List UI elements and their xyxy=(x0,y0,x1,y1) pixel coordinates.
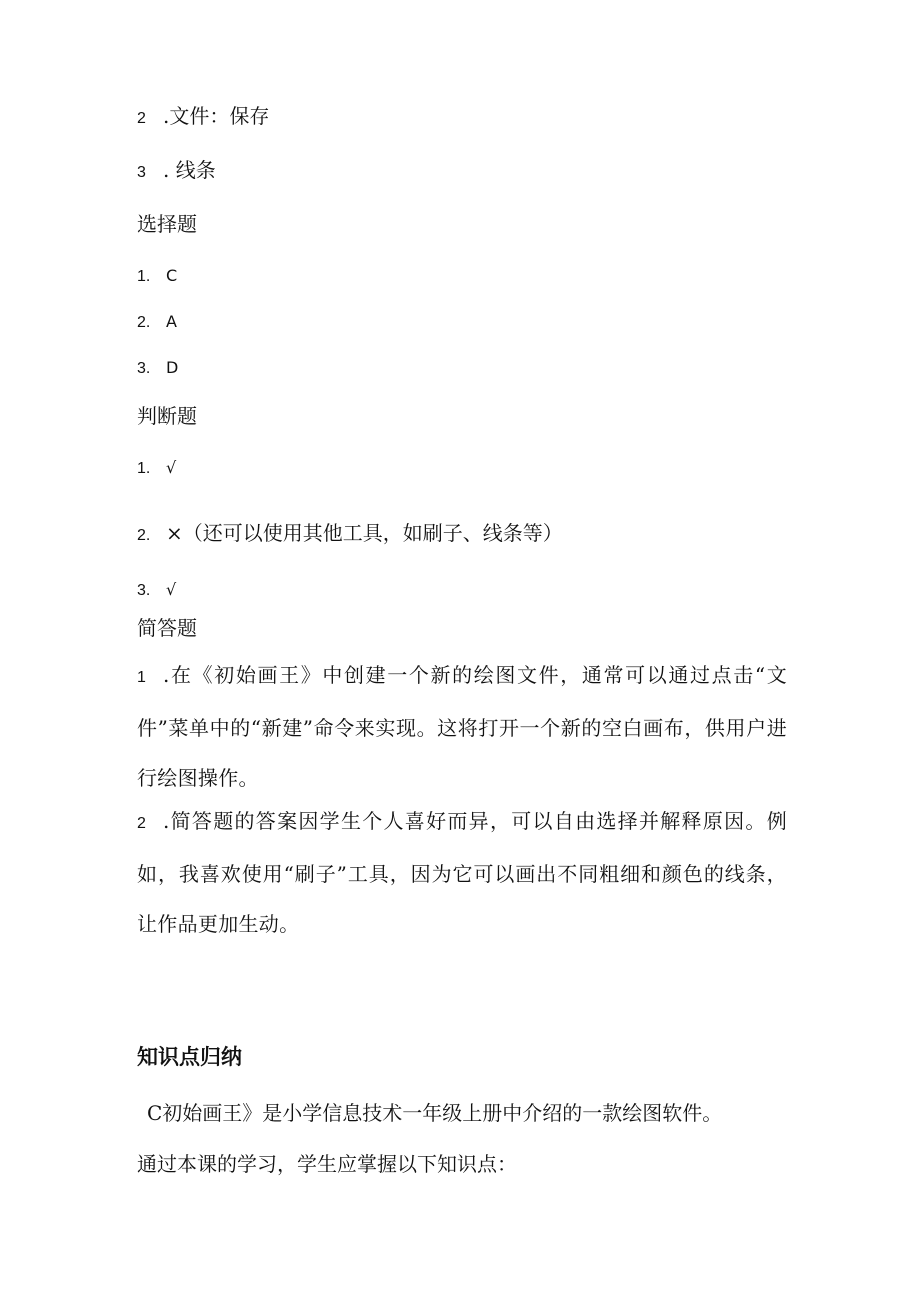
knowledge-line-2: 通过本课的学习，学生应掌握以下知识点： xyxy=(137,1152,517,1176)
item-number: 2 xyxy=(137,110,146,127)
answer-number: 3. xyxy=(137,582,151,599)
item-text: . 线条 xyxy=(163,158,216,182)
answer-value: C xyxy=(166,266,178,285)
answer-value: √ xyxy=(166,580,177,599)
choice-answer-2 xyxy=(137,308,177,335)
answer-number: 1. xyxy=(137,460,151,477)
knowledge-heading: 知识点归纳 xyxy=(137,1045,242,1069)
judge-heading: 判断题 xyxy=(137,404,197,428)
short-answer-2 xyxy=(137,796,787,949)
answer-text: .在《初始画王》中创建一个新的绘图文件，通常可以通过点击“文件”菜单中的“新建”命令来实现。这将打开一个新的空白画布，供用户进行绘图操作。 xyxy=(137,663,787,790)
answer-number: 2. xyxy=(137,527,151,544)
short-answer-1 xyxy=(137,650,787,803)
fill-in-item-3 xyxy=(137,158,216,185)
knowledge-line-1: C初始画王》是小学信息技术一年级上册中介绍的一款绘图软件。 xyxy=(147,1101,723,1125)
answer-value: √ xyxy=(166,458,177,477)
answer-value: ×（还可以使用其他工具，如刷子、线条等） xyxy=(166,521,563,545)
judge-answer-3 xyxy=(137,576,176,603)
judge-answer-2 xyxy=(137,521,563,548)
answer-value: A xyxy=(166,312,177,331)
answer-number: 1 xyxy=(137,669,147,686)
answer-number: 2 xyxy=(137,815,147,832)
item-number: 3 xyxy=(137,164,146,181)
answer-number: 3. xyxy=(137,360,151,377)
answer-number: 2. xyxy=(137,314,151,331)
item-text: .文件：保存 xyxy=(163,104,270,128)
answer-text: .简答题的答案因学生个人喜好而异，可以自由选择并解释原因。例如，我喜欢使用“刷子”工具，因为它可以画出不同粗细和颜色的线条，让作品更加生动。 xyxy=(137,809,787,936)
short-answer-heading: 简答题 xyxy=(137,616,197,640)
fill-in-item-2 xyxy=(137,104,269,131)
answer-value: D xyxy=(166,358,179,377)
choice-heading: 选择题 xyxy=(137,212,197,236)
judge-answer-1 xyxy=(137,454,176,481)
answer-number: 1. xyxy=(137,268,151,285)
choice-answer-3 xyxy=(137,354,178,381)
choice-answer-1 xyxy=(137,262,177,289)
